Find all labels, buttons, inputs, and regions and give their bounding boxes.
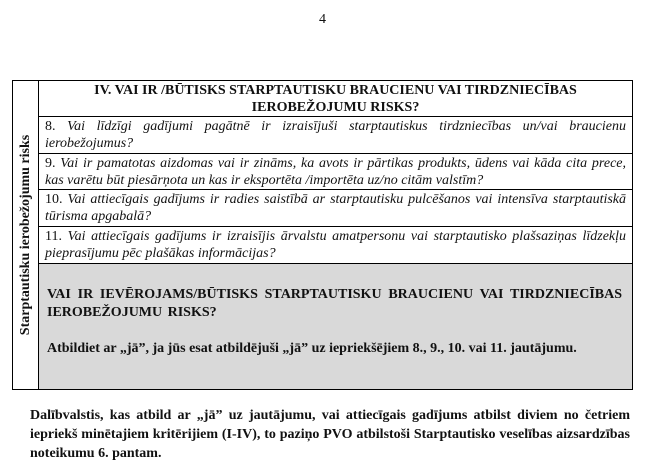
criteria-content bbox=[39, 81, 632, 389]
question-text: Vai ir pamatotas aizdomas vai ir zināms, ka avots ir pārtikas produkts, ūdens vai kāda cita prece, kas varētu būt piesārņota un kas ir eksportēta /importēta uz/no citām valstīm? bbox=[45, 156, 626, 188]
question-10 bbox=[39, 190, 632, 227]
question-number: 8. bbox=[45, 119, 56, 134]
summary-title: VAI IR IEVĒROJAMS/BŪTISKS STARPTAUTISKU BRAUCIENU VAI TIRDZNIECĪBAS IEROBEŽOJUMU RISKS? bbox=[47, 287, 622, 320]
section-heading: IV. VAI IR /BŪTISKS STARPTAUTISKU BRAUCIENU VAI TIRDZNIECĪBAS IEROBEŽOJUMU RISKS? bbox=[39, 81, 632, 117]
footer-paragraph: Dalībvalstis, kas atbild ar „jā” uz jautājumu, vai attiecīgais gadījums atbilst diviem no četriem iepriekš minētajiem kritērijiem (I-IV), to paziņo PVO atbilstoši Starptautisko veselības aizsardzības noteikumu 6. pantam. bbox=[30, 408, 630, 461]
side-column bbox=[13, 81, 39, 389]
page-number: 4 bbox=[319, 12, 326, 27]
summary-note: Atbildiet ar „jā”, ja jūs esat atbildējuši „jā” uz iepriekšējiem 8., 9., 10. vai 11. jautājumu. bbox=[47, 341, 577, 356]
question-8 bbox=[39, 117, 632, 154]
side-label: Starptautisku ierobežojumu risks bbox=[18, 134, 33, 336]
question-text: Vai attiecīgais gadījums ir radies saistībā ar starptautisku pulcēšanos vai intensīva starptautiskā tūrisma apgabalā? bbox=[45, 192, 627, 224]
summary-box bbox=[39, 264, 632, 389]
question-text: Vai līdzīgi gadījumi pagātnē ir izraisījuši starptautiskus tirdzniecības un/vai braucienu ierobežojumus? bbox=[45, 119, 627, 151]
question-text: Vai attiecīgais gadījums ir izraisījis ārvalstu amatpersonu vai starptautisko plašsaziņas līdzekļu pieprasījumu pēc plašākas informācijas? bbox=[45, 229, 627, 261]
criteria-table bbox=[12, 80, 633, 390]
question-11 bbox=[39, 227, 632, 264]
question-number: 10. bbox=[45, 192, 63, 207]
question-9 bbox=[39, 154, 632, 190]
question-number: 11. bbox=[45, 229, 62, 244]
question-number: 9. bbox=[45, 156, 56, 171]
